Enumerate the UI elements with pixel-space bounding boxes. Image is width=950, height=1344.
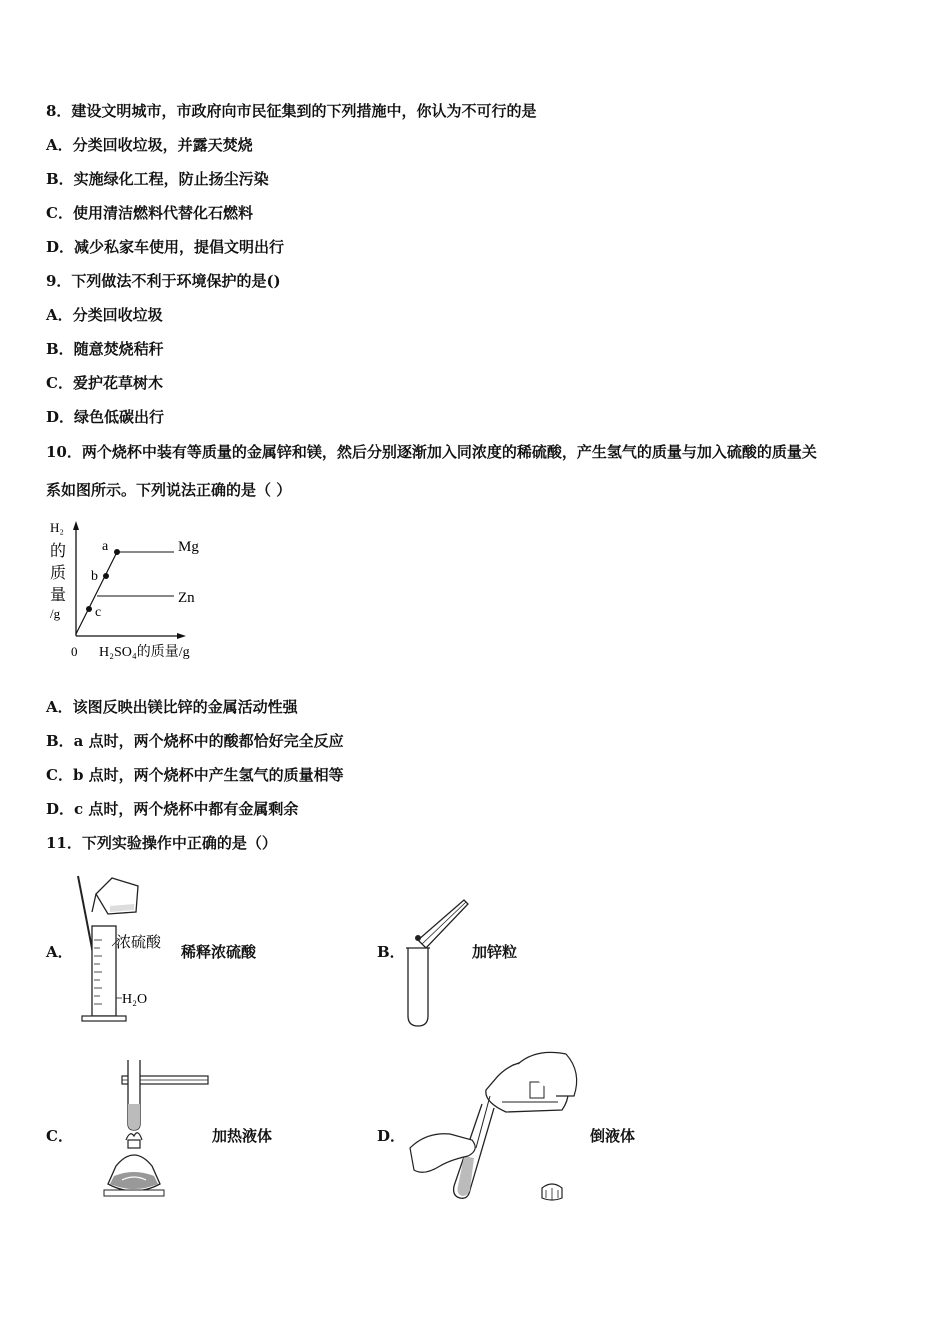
q10-option-b: B．a 点时，两个烧杯中的酸都恰好完全反应 (46, 732, 344, 750)
flame (126, 1133, 142, 1140)
point-c (86, 606, 92, 612)
q11-b-figure (398, 890, 478, 1030)
q11-option-a-caption: 稀释浓硫酸 (181, 943, 257, 961)
graph-ylabel-4: 量 (50, 587, 67, 604)
q11-c-figure (100, 1056, 210, 1204)
q10-option-a: A．该图反映出镁比锌的金属活动性强 (46, 698, 298, 716)
point-a-label: a (102, 539, 109, 554)
q9-option-a: A．分类回收垃圾 (46, 306, 163, 324)
zinc-granule (415, 935, 421, 941)
q11-stem: 11．下列实验操作中正确的是（） (46, 834, 277, 852)
graph-ylabel-5: /g (50, 606, 61, 621)
graph-ylabel-1: H₂ (50, 520, 64, 535)
point-c-label: c (95, 605, 102, 620)
q8-option-b: B．实施绿化工程，防止扬尘污染 (46, 170, 269, 188)
q10-graph (44, 516, 224, 666)
graph-ylabel-2: 的 (50, 543, 67, 560)
q8-option-a: A．分类回收垃圾，并露天焚烧 (46, 136, 253, 154)
series-mg-label: Mg (178, 539, 199, 555)
q11-option-a-letter: A． (46, 943, 73, 961)
rising-line (76, 552, 117, 634)
q10-stem-line2: 系如图所示。下列说法正确的是（ ） (46, 481, 292, 499)
origin-label: 0 (71, 644, 78, 659)
q11-d-figure (406, 1046, 586, 1204)
q9-option-c: C．爱护花草树木 (46, 374, 163, 392)
test-tube (408, 948, 428, 1026)
graph-xlabel: H₂SO₄的质量/g (99, 645, 190, 660)
q8-stem: 8．建设文明城市，市政府向市民征集到的下列措施中，你认为不可行的是 (46, 102, 537, 120)
point-a (114, 549, 120, 555)
label-water: H₂O (122, 992, 148, 1007)
label-concentrated-acid: 浓硫酸 (116, 935, 162, 951)
q10-stem-line1: 10．两个烧杯中装有等质量的金属锌和镁，然后分别逐渐加入同浓度的稀硫酸，产生氢气的质量与加入硫酸的质量关 (46, 443, 817, 461)
q11-a-figure (72, 870, 182, 1030)
q10-option-c: C．b 点时，两个烧杯中产生氢气的质量相等 (46, 766, 344, 784)
q9-option-d: D．绿色低碳出行 (46, 408, 165, 426)
q10-option-d: D．c 点时，两个烧杯中都有金属剩余 (46, 800, 299, 818)
point-b (103, 573, 109, 579)
q11-option-b-caption: 加锌粒 (472, 943, 518, 961)
graduated-cylinder (92, 926, 116, 1016)
q11-option-c-letter: C． (46, 1127, 73, 1145)
point-b-label: b (91, 569, 98, 584)
q8-option-d: D．减少私家车使用，提倡文明出行 (46, 238, 285, 256)
q9-option-b: B．随意焚烧秸秆 (46, 340, 164, 358)
q11-option-b-letter: B． (377, 943, 405, 961)
q11-option-c-caption: 加热液体 (212, 1127, 273, 1145)
q8-option-c: C．使用清洁燃料代替化石燃料 (46, 204, 253, 222)
q9-stem: 9．下列做法不利于环境保护的是() (46, 272, 281, 290)
series-zn-label: Zn (178, 590, 195, 606)
q11-option-d-letter: D． (377, 1127, 406, 1145)
q11-option-d-caption: 倒液体 (590, 1127, 636, 1145)
graph-ylabel-3: 质 (50, 565, 67, 582)
